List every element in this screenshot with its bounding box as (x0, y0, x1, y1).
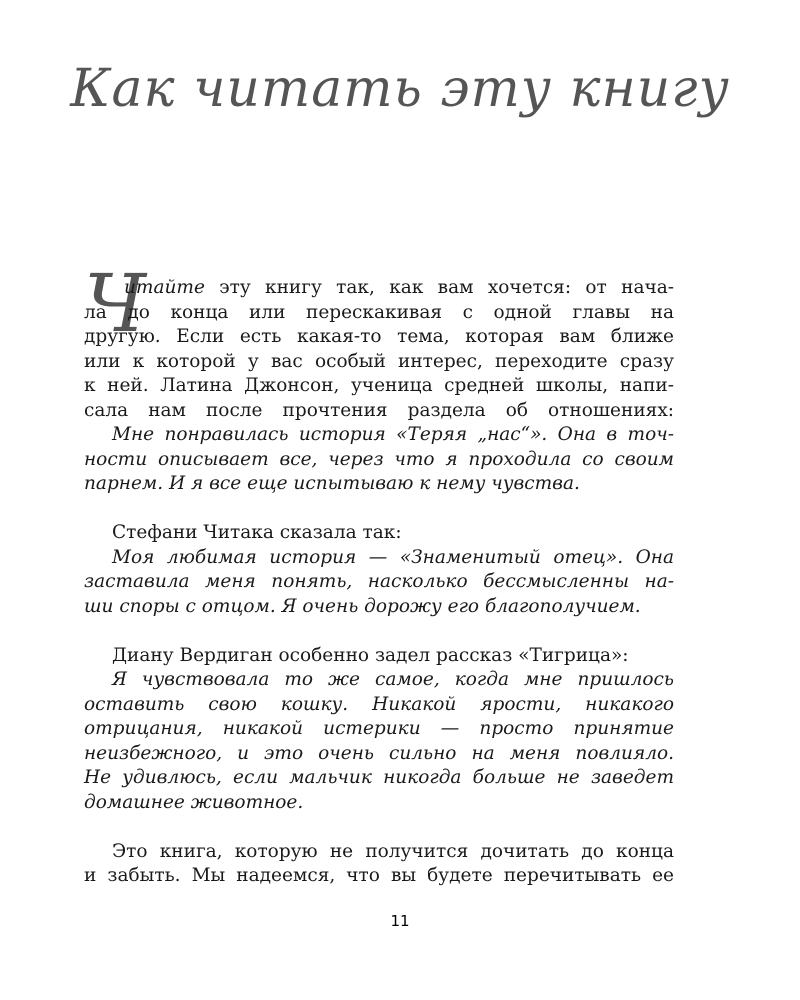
intro-first-rest: эту книгу так, как вам хочется: от нача- (204, 277, 674, 298)
quote-line: домашнее животное. (84, 791, 304, 813)
quote-line: ши споры с отцом. Я очень дорожу его благополучием. (84, 595, 641, 617)
intro-line: ла до конца или перескакивая с одной главы на (84, 301, 674, 323)
intro-line: Диану Вердиган особенно задел рассказ «Тигрица»: (112, 644, 629, 666)
quote-line: Не удивлюсь, если мальчик никогда больше не заведет (84, 767, 674, 788)
intro-line: сала нам после прочтения раздела об отношениях: (84, 399, 674, 421)
intro-line: Стефани Читака сказала так: (112, 522, 402, 543)
intro-line: к ней. Латина Джонсон, ученица средней школы, напи- (84, 375, 674, 396)
closing-line: и забыть. Мы надеемся, что вы будете перечитывать ее (84, 865, 674, 886)
closing-line: Это книга, которую не получится дочитать до конца (112, 840, 674, 862)
quote-line: Мне понравилась история «Теряя „нас“». Она в точ- (112, 424, 674, 445)
quote-line: оставить свою кошку. Никакой ярости, никакого (84, 693, 674, 715)
intro-line: или к которой у вас особый интерес, переходите сразу (84, 350, 674, 372)
quote-line: Моя любимая история — «Знаменитый отец». Она (112, 546, 674, 568)
quote-line: заставила меня понять, насколько бессмысленны на- (84, 571, 674, 592)
page-number: 11 (390, 912, 410, 930)
intro-line (84, 276, 674, 301)
quote-line: Я чувствовала то же самое, когда мне пришлось (112, 669, 674, 690)
quote-line: парнем. И я все еще испытываю к нему чувства. (84, 473, 580, 494)
quote-line: ности описывает все, через что я проходила со своим (84, 448, 674, 470)
quote-line: неизбежного, и это очень сильно на меня повлияло. (84, 742, 674, 764)
drop-cap: Ч (84, 257, 146, 350)
quote-line: отрицания, никакой истерики — просто принятие (84, 718, 674, 739)
intro-first-word: итайте (124, 277, 205, 298)
body-text (84, 276, 674, 889)
intro-line: другую. Если есть какая-то тема, которая вам ближе (84, 326, 674, 347)
page-title: Как читать эту книгу (70, 59, 730, 119)
